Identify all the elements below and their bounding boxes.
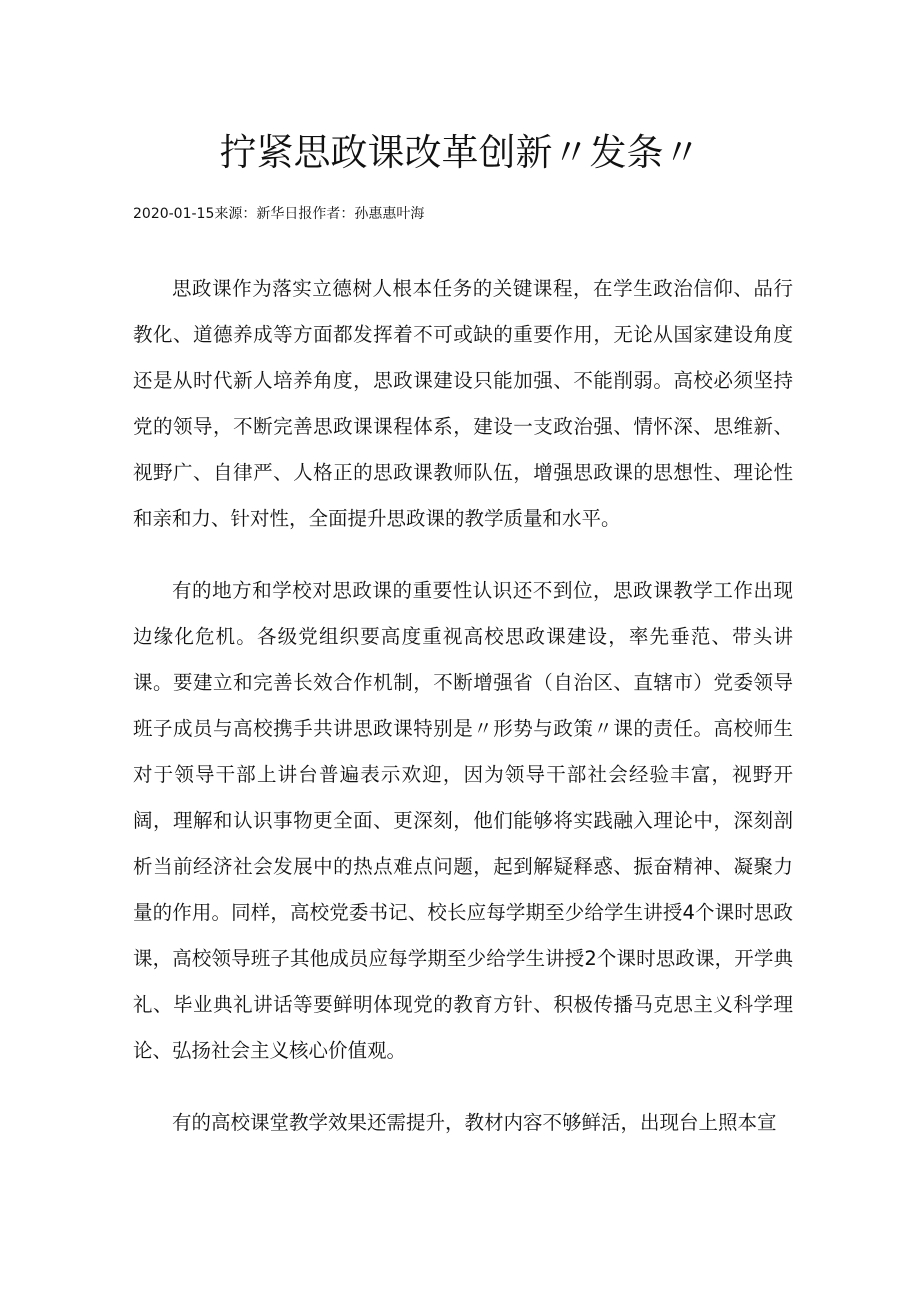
- article-meta: 2020-01-15来源：新华日报作者：孙惠惠叶海: [133, 206, 425, 222]
- paragraph: 思政课作为落实立德树人根本任务的关键课程，在学生政治信仰、品行教化、道德养成等方面都发挥着不可或缺的重要作用，无论从国家建设角度还是从时代新人培养角度，思政课建设只能加强、不能削弱。高校必须坚持党的领导，不断完善思政课课程体系，建设一支政治强、情怀深、思维新、视野广、自律严、人格正的思政课教师队伍，增强思政课的思想性、理论性和亲和力、针对性，全面提升思政课的教学质量和水平。: [133, 277, 793, 530]
- paragraph: 有的高校课堂教学效果还需提升，教材内容不够鲜活，出现台上照本宣: [172, 1111, 777, 1134]
- article-body: [133, 266, 793, 1172]
- article-title: 拧紧思政课改革创新〃发条〃: [219, 131, 701, 174]
- paragraph: 有的地方和学校对思政课的重要性认识还不到位，思政课教学工作出现边缘化危机。各级党组织要高度重视高校思政课建设，率先垂范、带头讲课。要建立和完善长效合作机制，不断增强省（自治区、直辖市）党委领导班子成员与高校携手共讲思政课特别是〃形势与政策〃课的责任。高校师生对于领导干部上讲台普遍表示欢迎，因为领导干部社会经验丰富，视野开阔，理解和认识事物更全面、更深刻，他们能够将实践融入理论中，深刻剖析当前经济社会发展中的热点难点问题，起到解疑释惑、振奋精神、凝聚力量的作用。同样，高校党委书记、校长应每学期至少给学生讲授4个课时思政课，高校领导班子其他成员应每学期至少给学生讲授2个课时思政课，开学典礼、毕业典礼讲话等要鲜明体现党的教育方针、积极传播马克思主义科学理论、弘扬社会主义核心价值观。: [133, 579, 793, 1062]
